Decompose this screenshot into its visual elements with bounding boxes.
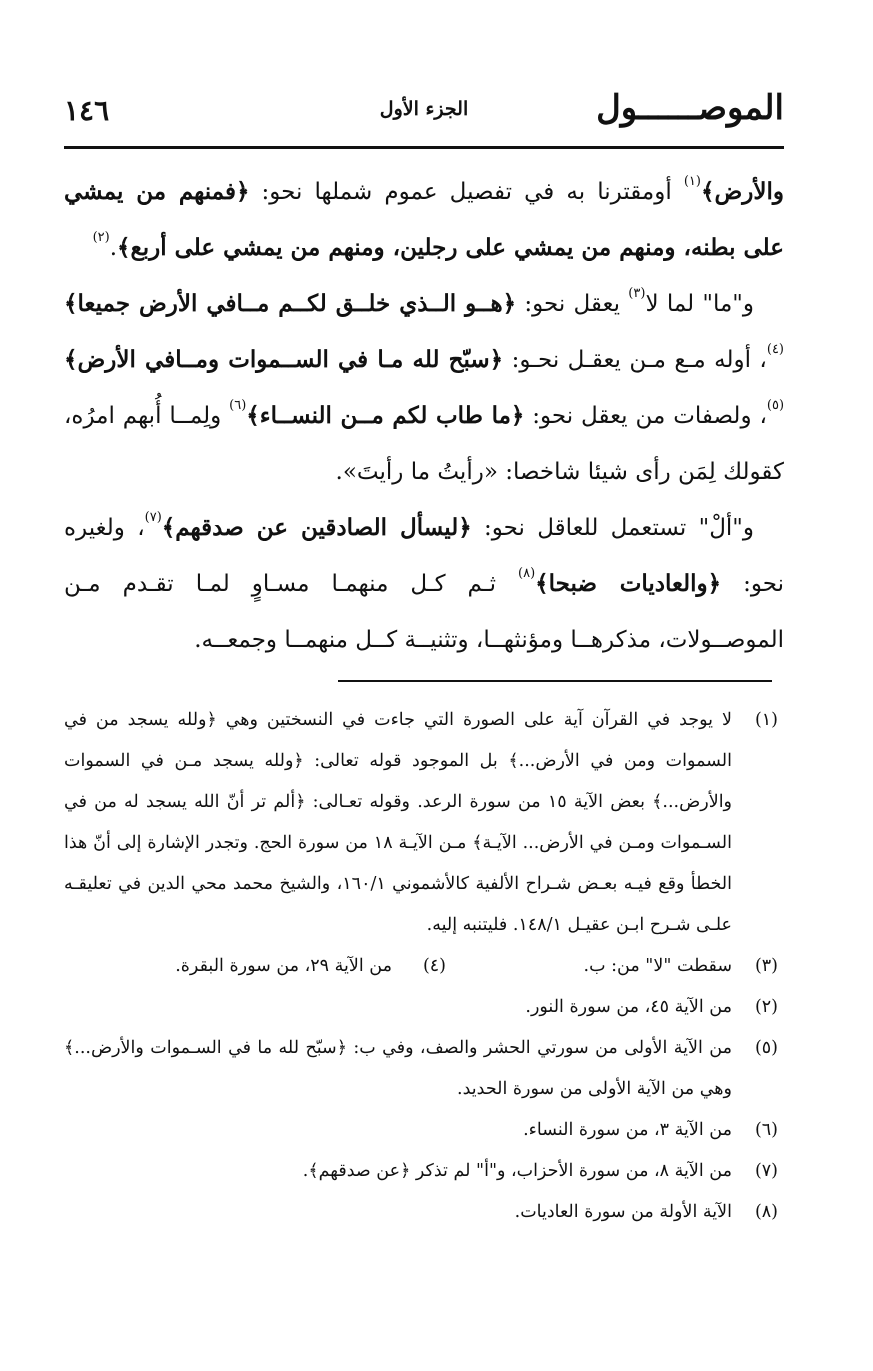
footnote-7 — [64, 1151, 784, 1192]
footnote-6 — [64, 1110, 784, 1151]
footnote-ref: (٦) — [229, 398, 247, 413]
page-header — [64, 82, 784, 142]
footnote-number: (٧) — [754, 1161, 778, 1181]
footnote-number: (٣) — [754, 956, 778, 976]
quran-quote: ﴿ليسأل الصادقين عن صدقهم﴾ — [161, 514, 472, 541]
quran-quote: ﴿هــو الــذي خلــق لكــم مــافي الأرض جميعا﴾ — [64, 290, 517, 317]
footnotes — [64, 700, 784, 1233]
footnote-number: (٦) — [754, 1120, 778, 1140]
paragraph-3 — [64, 500, 784, 668]
footnote-8 — [64, 1192, 784, 1233]
footnote-number: (٥) — [754, 1038, 778, 1058]
page-number: ١٤٦ — [64, 94, 110, 127]
footnote-2-row — [64, 987, 784, 1028]
text-run: ولِمــا أُبهم امرُه، كقولك لِمَن رأى شيئا شاخصا: «رأيتُ ما رأيتَ». — [64, 403, 784, 485]
text-run: ثـم كـل منهمـا مسـاوٍ لمـا تقـدم مـن الموصــولات، مذكرهــا ومؤنثهــا، وتثنيــة كــل منهمــا وجمعــه. — [64, 571, 784, 653]
footnote-number: (٢) — [754, 997, 778, 1017]
text-run: ، ولصفات من يعقل نحو: — [524, 403, 767, 429]
text-run: أومقترنا به في تفصيل عموم شملها نحو: — [249, 179, 684, 205]
footnote-ref: (٨) — [518, 566, 536, 581]
footnote-ref: (٢) — [92, 230, 110, 245]
footnote-ref: (٤) — [766, 342, 784, 357]
part-label: الجزء الأول — [379, 98, 469, 120]
text-run: يعقل نحو: — [516, 291, 629, 317]
footnote-text: سقطت "لا" من: ب. — [583, 956, 732, 976]
footnote-separator — [338, 680, 772, 682]
footnote-number: (٨) — [754, 1202, 778, 1222]
footnote-number: (٤) — [422, 956, 446, 976]
quran-quote: والأرض﴾ — [700, 178, 784, 205]
text-run: ، أوله مـع مـن يعقـل نحـو: — [503, 347, 767, 373]
footnote-text: من الآية ٨، من سورة الأحزاب، و"أ" لم تذكر ﴿عن صدقهم﴾. — [302, 1161, 732, 1181]
footnote-ref: (٣) — [628, 286, 646, 301]
footnote-text: لا يوجد في القرآن آية على الصورة التي جاءت في النسختين وهي ﴿ولله يسجد من في السموات ومن في الأرض...﴾ بل الموجود قوله تعالى: ﴿ولله يسجد مـن في السموات والأرض...﴾ بعض الآية ١٥ من سورة الرعد. وقوله تعـالى: ﴿ألم تر أنّ الله يسجد له من في السـموات ومـن في الأرض... الآيـة﴾ مـن الآيـة ١٨ من سورة الحج. وتجدر الإشارة إلى أنّ هذا الخطأ وقع فيـه بعـض شـراح الألفية كالأشموني ١٦٠/١، والشيخ محمد محي الدين في تعليقـه علـى شـرح ابـن عقيـل ١٤٨/١. فليتنبه إليه. — [64, 710, 733, 935]
footnote-text: من الآية ٢٩، من سورة البقرة. — [175, 956, 392, 976]
footnote-5 — [64, 1028, 784, 1110]
footnote-text: الآية الأولة من سورة العاديات. — [514, 1202, 732, 1222]
footnote-text: من الآية ٤٥، من سورة النور. — [525, 997, 732, 1017]
quran-quote: ﴿ما طاب لكم مــن النســاء﴾ — [246, 402, 525, 429]
footnote-ref: (٥) — [766, 398, 785, 413]
text-run: و"ألْ" تستعمل للعاقل نحو: — [471, 515, 754, 541]
footnote-1 — [64, 700, 784, 946]
paragraph-1 — [64, 164, 784, 276]
footnote-number: (١) — [754, 710, 778, 730]
footnote-3-4-row — [64, 946, 784, 987]
chapter-title: الموصــــــول — [596, 88, 784, 128]
main-text — [64, 164, 784, 668]
text-run: ، ولغيره نحو: — [64, 515, 784, 597]
footnote-text: من الآية ٣، من سورة النساء. — [523, 1120, 732, 1140]
footnote-ref: (١) — [683, 174, 701, 189]
text-run: . — [109, 235, 118, 261]
text-run: و"ما" لما لا — [645, 291, 754, 317]
paragraph-2 — [64, 276, 784, 500]
header-rule — [64, 146, 784, 149]
footnote-ref: (٧) — [144, 510, 162, 525]
quran-quote: ﴿سبّح لله مـا في الســموات ومــافي الأرض﴾ — [64, 346, 504, 373]
quran-quote: ﴿فمنهم من يمشي على بطنه، ومنهم من يمشي على رجلين، ومنهم من يمشي على أربع﴾ — [64, 178, 784, 261]
quran-quote: ﴿والعاديات ضبحا﴾ — [535, 570, 722, 597]
footnote-text: من الآية الأولى من سورتي الحشر والصف، وفي ب: ﴿سبّح لله ما في السـموات والأرض...﴾ وهي من الآية الأولى من سورة الحديد. — [64, 1038, 732, 1099]
